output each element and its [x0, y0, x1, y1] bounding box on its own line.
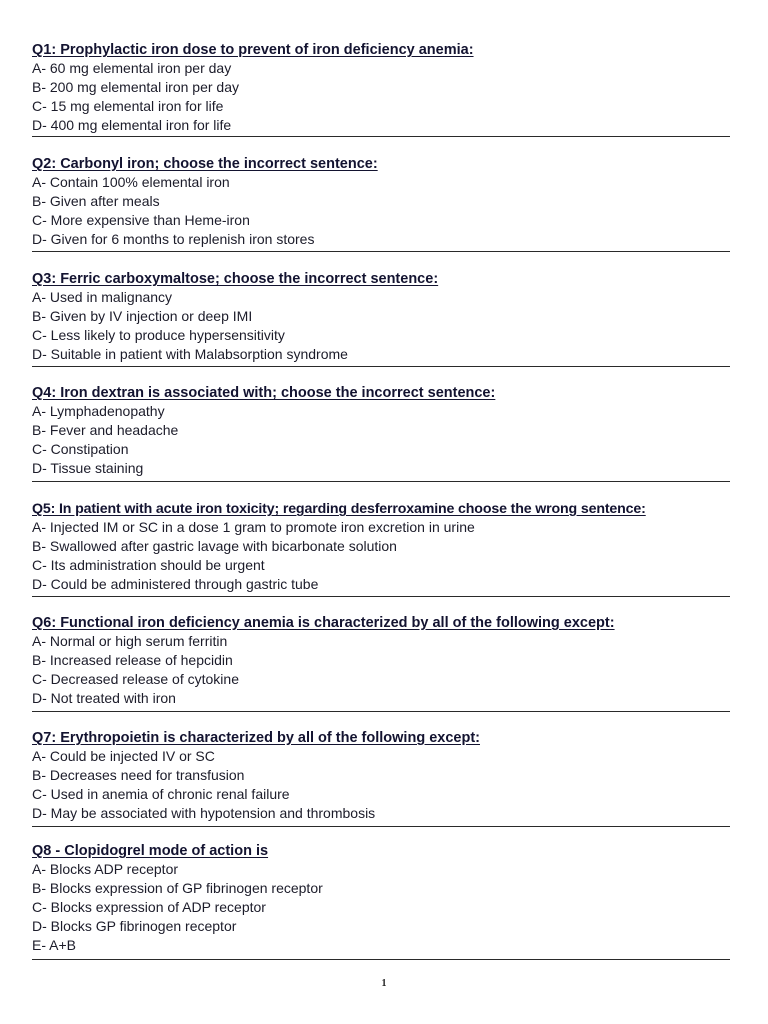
option-b: B- Blocks expression of GP fibrinogen receptor: [32, 879, 323, 896]
option-b: B- Swallowed after gastric lavage with bicarbonate solution: [32, 537, 397, 554]
option-a: A- Normal or high serum ferritin: [32, 633, 228, 649]
divider-line: [32, 481, 730, 482]
question-title: Q7: Erythropoietin is characterized by all of the following except:: [32, 730, 480, 746]
option-c: C- 15 mg elemental iron for life: [32, 97, 224, 114]
option-c: C- Blocks expression of ADP receptor: [32, 898, 266, 915]
question-2: [32, 155, 732, 249]
divider-line: [32, 826, 730, 827]
question-5: [32, 500, 732, 594]
option-d: D- May be associated with hypotension and thrombosis: [32, 804, 376, 821]
option-a: A- Blocks ADP receptor: [32, 861, 179, 877]
question-title: Q3: Ferric carboxymaltose; choose the incorrect sentence:: [32, 271, 439, 287]
option-d: D- Given for 6 months to replenish iron stores: [32, 230, 315, 247]
divider-line: [32, 711, 730, 712]
question-title: Q1: Prophylactic iron dose to prevent of iron deficiency anemia:: [32, 42, 474, 58]
option-b: B- Increased release of hepcidin: [32, 651, 233, 668]
option-a: A- Injected IM or SC in a dose 1 gram to promote iron excretion in urine: [32, 519, 475, 535]
option-b: B- Fever and headache: [32, 421, 179, 438]
question-title: Q5: In patient with acute iron toxicity; regarding desferroxamine choose the wrong sentence:: [32, 501, 646, 517]
question-title: Q6: Functional iron deficiency anemia is characterized by all of the following except:: [32, 615, 615, 631]
option-d: D- Suitable in patient with Malabsorption syndrome: [32, 345, 348, 362]
option-a: A- Used in malignancy: [32, 289, 173, 305]
option-b: B- 200 mg elemental iron per day: [32, 78, 239, 95]
question-title: Q8 - Clopidogrel mode of action is: [32, 843, 269, 859]
question-1: [32, 41, 732, 135]
option-b: B- Given after meals: [32, 192, 160, 209]
question-6: [32, 614, 732, 708]
option-a: A- Lymphadenopathy: [32, 403, 165, 419]
question-title: Q2: Carbonyl iron; choose the incorrect sentence:: [32, 156, 378, 172]
question-4: [32, 384, 732, 478]
option-a: A- 60 mg elemental iron per day: [32, 60, 232, 76]
question-7: [32, 729, 732, 823]
option-d: D- Not treated with iron: [32, 689, 176, 706]
option-d: D- 400 mg elemental iron for life: [32, 116, 232, 133]
option-c: C- Less likely to produce hypersensitivity: [32, 326, 285, 343]
divider-line: [32, 596, 730, 597]
option-b: B- Decreases need for transfusion: [32, 766, 245, 783]
option-e: E- A+B: [32, 936, 76, 953]
divider-line: [32, 136, 730, 137]
divider-line: [32, 959, 730, 960]
question-title: Q4: Iron dextran is associated with; choose the incorrect sentence:: [32, 385, 496, 401]
divider-line: [32, 366, 730, 367]
divider-line: [32, 251, 730, 252]
page-number: 1: [381, 978, 387, 989]
option-d: D- Blocks GP fibrinogen receptor: [32, 917, 237, 934]
option-d: D- Could be administered through gastric tube: [32, 575, 319, 592]
option-d: D- Tissue staining: [32, 459, 144, 476]
option-a: A- Contain 100% elemental iron: [32, 174, 230, 190]
option-c: C- Decreased release of cytokine: [32, 670, 239, 687]
option-c: C- Constipation: [32, 440, 129, 457]
option-b: B- Given by IV injection or deep IMI: [32, 307, 253, 324]
question-8: [32, 842, 732, 955]
option-c: C- Its administration should be urgent: [32, 556, 265, 573]
question-3: [32, 270, 732, 364]
option-a: A- Could be injected IV or SC: [32, 748, 215, 764]
option-c: C- More expensive than Heme-iron: [32, 211, 250, 228]
option-c: C- Used in anemia of chronic renal failure: [32, 785, 290, 802]
